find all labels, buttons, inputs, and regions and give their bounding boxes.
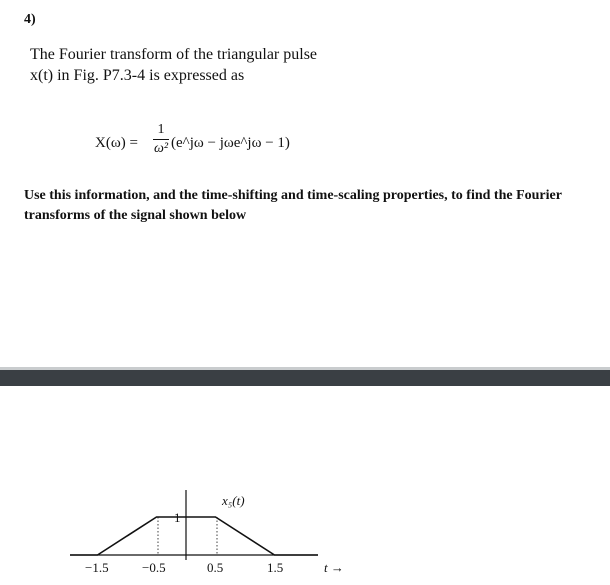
signal-figure (0, 480, 610, 580)
intro-line-2: x(t) in Fig. P7.3-4 is expressed as (30, 67, 245, 84)
fraction-denominator: ω² (153, 141, 169, 156)
equation-fraction (153, 122, 169, 157)
x-tick-label: 0.5 (207, 560, 224, 575)
fraction-bar (153, 139, 169, 140)
x-tick-label: −1.5 (85, 560, 109, 575)
signal-label: x₅(t) (222, 493, 245, 508)
fourier-equation (95, 122, 395, 166)
question-number: 4) (24, 12, 36, 27)
time-arrow-label: t → (324, 560, 344, 575)
section-divider (0, 367, 610, 386)
instruction-text: Use this information, and the time-shifting and time-scaling properties, to find the Fourier transforms of the signal shown below (24, 188, 562, 223)
signal-plot (0, 480, 610, 580)
intro-line-1: The Fourier transform of the triangular pulse (30, 46, 318, 63)
fraction-numerator: 1 (157, 122, 165, 137)
intro-text (30, 44, 317, 86)
equation-lhs: X(ω) = (95, 135, 138, 151)
signal-curve (70, 517, 318, 555)
y-tick-label: 1 (174, 510, 181, 525)
equation-rhs: (e^jω − jωe^jω − 1) (171, 135, 290, 151)
x-tick-label: −0.5 (142, 560, 166, 575)
x-tick-label: 1.5 (267, 560, 284, 575)
